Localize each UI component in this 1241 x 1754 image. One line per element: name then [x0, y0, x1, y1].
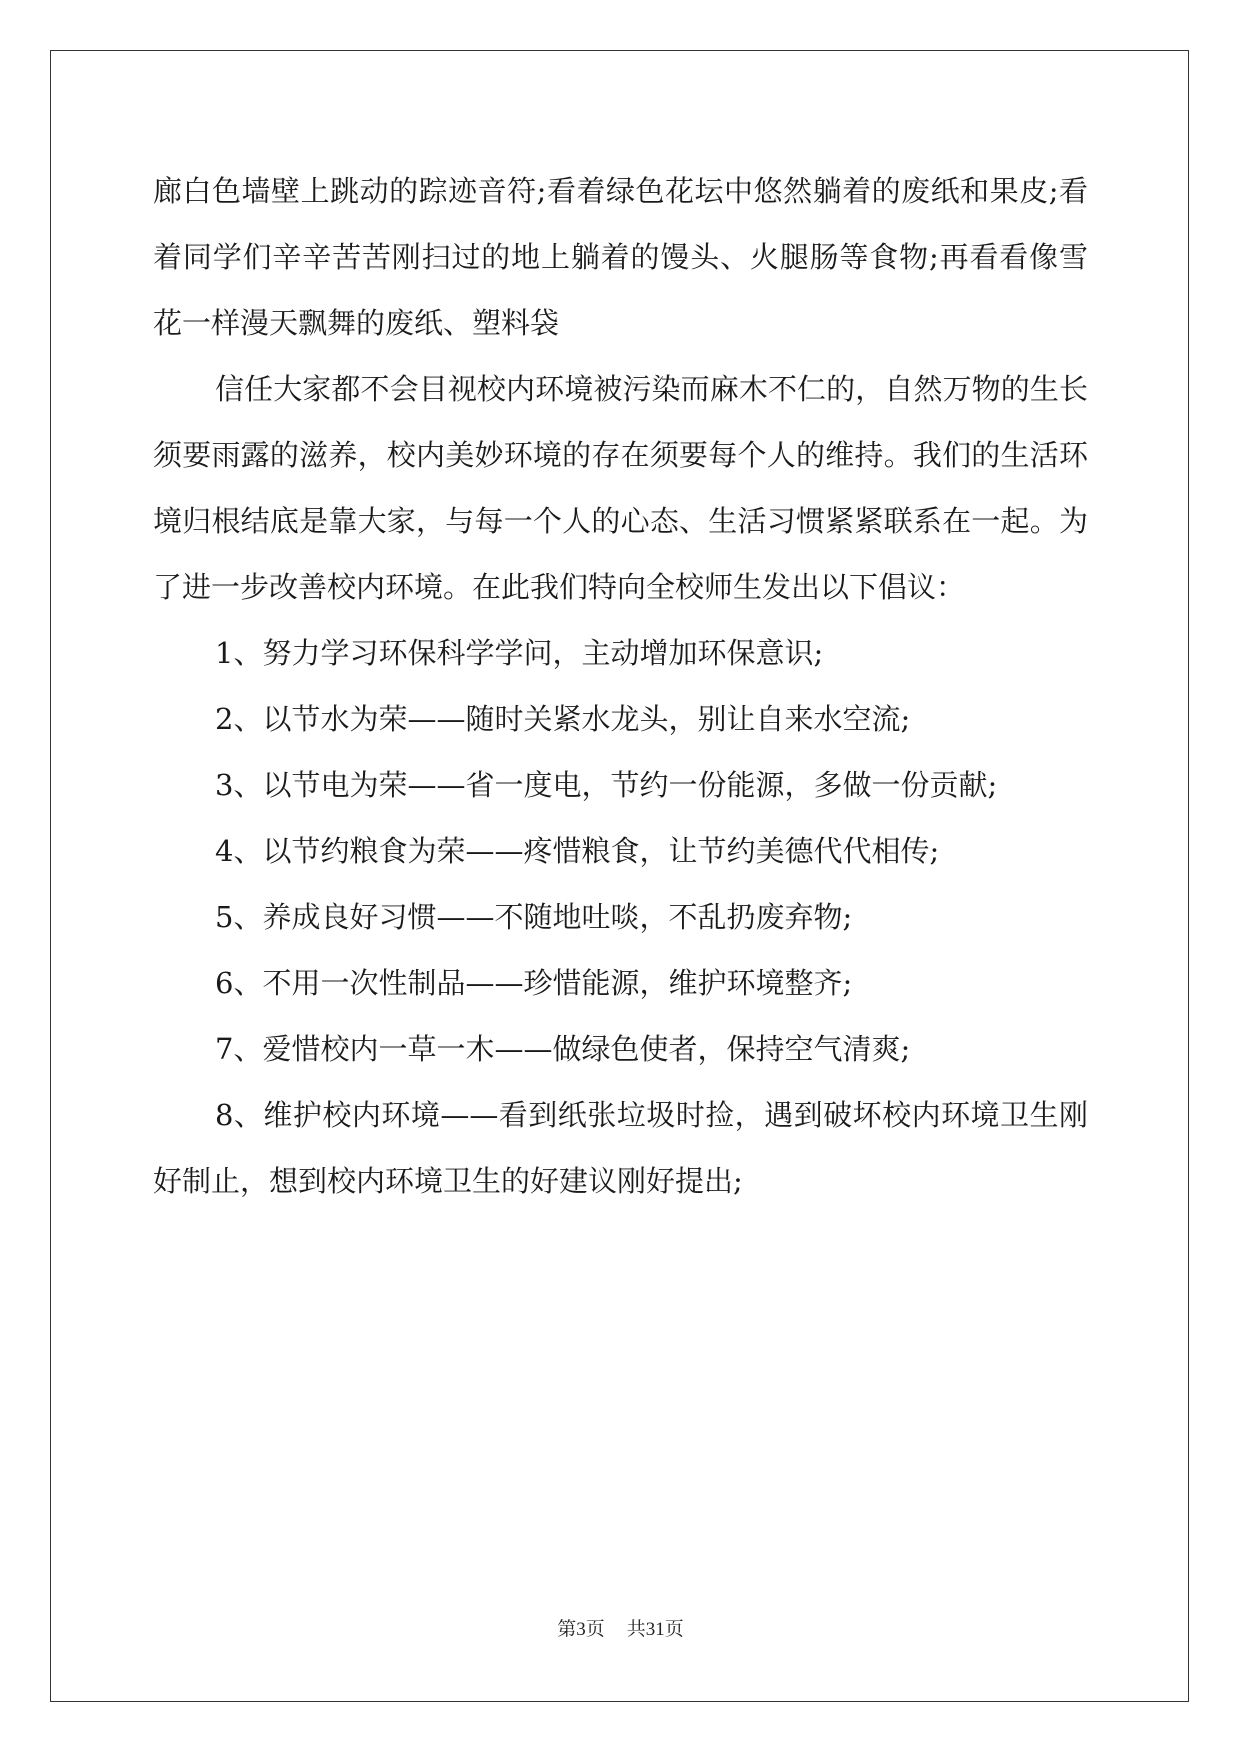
page-number: 第3页 — [557, 1619, 605, 1640]
list-item: 4、以节约粮食为荣——疼惜粮食，让节约美德代代相传; — [215, 834, 940, 868]
paragraph: 信任大家都不会目视校内环境被污染而麻木不仁的，自然万物的生长须要雨露的滋养，校内美妙环境的存在须要每个人的维持。我们的生活环境归根结底是靠大家，与每一个人的心态、生活习惯紧紧联系在一起。为了进一步改善校内环境。在此我们特向全校师生发出以下倡议： — [153, 372, 1088, 604]
page-footer — [0, 1614, 1241, 1641]
list-item: 5、养成良好习惯——不随地吐啖，不乱扔废弃物; — [215, 900, 853, 934]
list-item: 3、以节电为荣——省一度电，节约一份能源，多做一份贡献; — [215, 768, 998, 802]
list-item: 1、努力学习环保科学学问，主动增加环保意识; — [215, 636, 824, 670]
list-item: 2、以节水为荣——随时关紧水龙头，别让自来水空流; — [215, 702, 911, 736]
page-total: 共31页 — [626, 1619, 684, 1640]
list-item: 7、爱惜校内一草一木——做绿色使者，保持空气清爽; — [215, 1032, 911, 1066]
paragraph: 廊白色墙壁上跳动的踪迹音符;看着绿色花坛中悠然躺着的废纸和果皮;看着同学们辛辛苦苦刚扫过的地上躺着的馒头、火腿肠等食物;再看看像雪花一样漫天飘舞的废纸、塑料袋 — [153, 174, 1088, 340]
list-item: 8、维护校内环境——看到纸张垃圾时捡，遇到破坏校内环境卫生刚好制止，想到校内环境卫生的好建议刚好提出; — [153, 1098, 1088, 1198]
document-body — [153, 158, 1088, 1214]
list-item: 6、不用一次性制品——珍惜能源，维护环境整齐; — [215, 966, 853, 1000]
